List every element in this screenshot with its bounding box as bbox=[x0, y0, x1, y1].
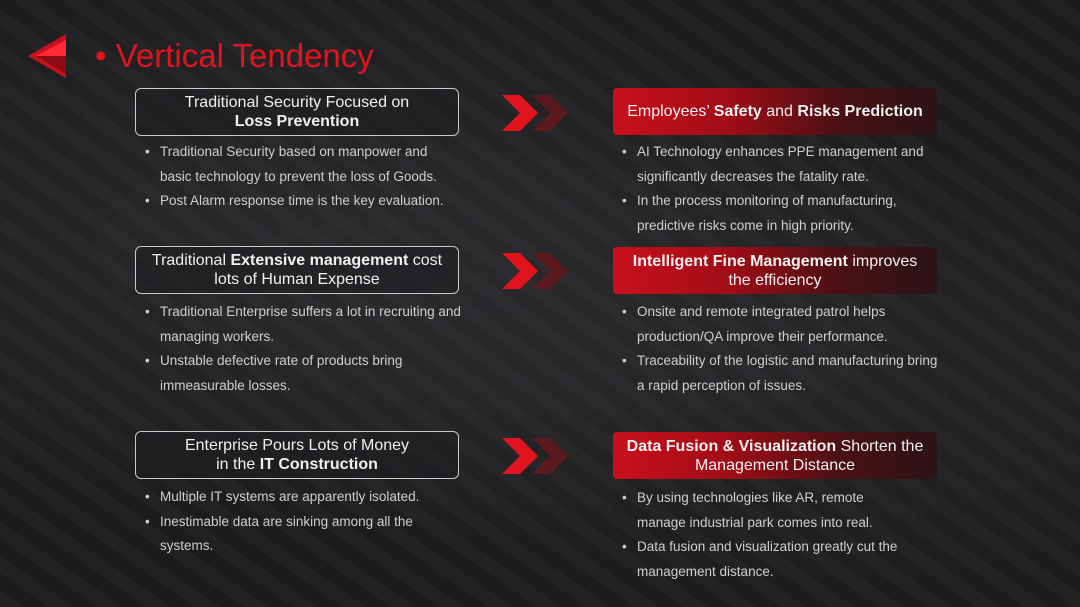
right-bullets-safety bbox=[614, 140, 924, 238]
left-box-it-text: in the bbox=[216, 456, 260, 473]
left-box-management-bold: Extensive management bbox=[230, 252, 409, 269]
left-bullets-management bbox=[137, 300, 467, 398]
left-box-management-text-a: Traditional bbox=[151, 252, 231, 269]
left-bullets-it bbox=[137, 485, 447, 559]
right-box-data-fusion bbox=[613, 432, 937, 479]
left-box-security bbox=[135, 88, 459, 136]
double-chevron-right-icon bbox=[502, 253, 572, 289]
left-bullets-security bbox=[137, 140, 457, 214]
list-item: • Data fusion and visualization greatly cut the management distance. bbox=[614, 535, 914, 584]
list-item: • Multiple IT systems are apparently isolated. bbox=[137, 485, 447, 510]
left-box-security-line2: Loss Prevention bbox=[234, 113, 360, 130]
page-title: • Vertical Tendency bbox=[95, 37, 374, 74]
list-item: • By using technologies like AR, remote manage industrial park comes into real. bbox=[614, 486, 914, 535]
left-box-it-line1: Enterprise Pours Lots of Money bbox=[184, 437, 410, 454]
right-bullets-data-fusion bbox=[614, 486, 914, 584]
left-box-it bbox=[135, 431, 459, 479]
left-box-management-text-b: cost bbox=[408, 252, 443, 269]
right-box-data-fusion-line2: Management Distance bbox=[694, 456, 856, 474]
list-item: • Unstable defective rate of products bring immeasurable losses. bbox=[137, 349, 467, 398]
right-box-intelligent-text: improves bbox=[847, 252, 918, 270]
list-item: • Onsite and remote integrated patrol helps production/QA improve their performance. bbox=[614, 300, 939, 349]
right-bullets-intelligent bbox=[614, 300, 939, 398]
left-box-security-line1: Traditional Security Focused on bbox=[184, 94, 410, 111]
list-item: • Post Alarm response time is the key evaluation. bbox=[137, 189, 457, 214]
right-box-intelligent-bold: Intelligent Fine Management bbox=[632, 252, 848, 270]
right-box-intelligent bbox=[613, 247, 937, 294]
list-item: • Traceability of the logistic and manufacturing bring a rapid perception of issues. bbox=[614, 349, 939, 398]
right-box-safety-bold-a: Safety bbox=[713, 103, 762, 120]
list-item: • Inestimable data are sinking among all the systems. bbox=[137, 510, 447, 559]
list-item: • AI Technology enhances PPE management and significantly decreases the fatality rate. bbox=[614, 140, 924, 189]
right-box-safety-text-a: Employees’ bbox=[627, 103, 714, 120]
right-box-data-fusion-bold: Data Fusion & Visualization bbox=[626, 437, 837, 455]
left-box-management bbox=[135, 246, 459, 294]
right-box-intelligent-line2: the efficiency bbox=[728, 271, 822, 289]
list-item: • Traditional Security based on manpower and basic technology to prevent the loss of Goods. bbox=[137, 140, 457, 189]
double-chevron-right-icon bbox=[502, 438, 572, 474]
left-box-it-bold: IT Construction bbox=[259, 456, 378, 473]
list-item: • In the process monitoring of manufacturing, predictive risks come in high priority. bbox=[614, 189, 924, 238]
red-arrow-logo-icon bbox=[28, 34, 68, 78]
right-box-safety-bold-b: Risks Prediction bbox=[797, 103, 923, 120]
list-item: • Traditional Enterprise suffers a lot in recruiting and managing workers. bbox=[137, 300, 467, 349]
double-chevron-right-icon bbox=[502, 95, 572, 131]
right-box-safety bbox=[613, 88, 937, 135]
right-box-data-fusion-text: Shorten the bbox=[836, 437, 924, 455]
right-box-safety-text-b: and bbox=[761, 103, 798, 120]
left-box-management-line2: lots of Human Expense bbox=[214, 271, 380, 288]
